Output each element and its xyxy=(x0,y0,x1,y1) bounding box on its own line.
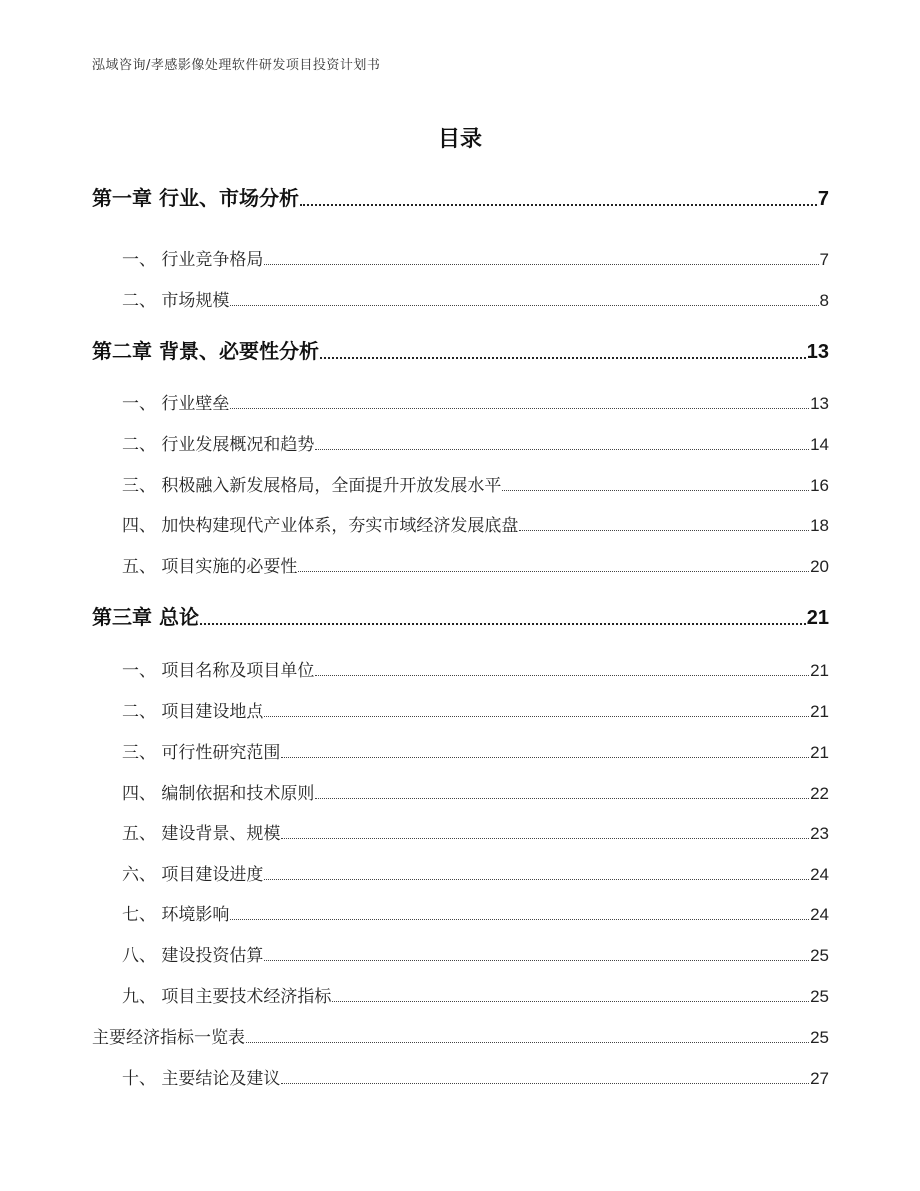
toc-entry-chapter-1[interactable] xyxy=(92,183,829,211)
toc-entry-label: 八、 建设投资估算 xyxy=(122,946,264,966)
toc-entry-page: 8 xyxy=(819,291,829,310)
toc-entry-label: 十、 主要结论及建议 xyxy=(122,1069,281,1089)
toc-entry-page: 21 xyxy=(806,607,829,629)
toc-entry[interactable] xyxy=(92,431,829,455)
toc-entry-page: 16 xyxy=(810,476,829,495)
dot-leader xyxy=(246,1042,809,1043)
toc-entry-label: 一、 行业竞争格局 xyxy=(122,250,264,270)
toc-entry-label: 第二章 背景、必要性分析 xyxy=(92,339,319,363)
toc-entry-page: 21 xyxy=(810,661,829,680)
toc-entry-page: 21 xyxy=(810,743,829,762)
dot-leader xyxy=(200,623,806,625)
running-header: 泓域咨询/孝感影像处理软件研发项目投资计划书 xyxy=(92,58,381,73)
toc-entry-page: 22 xyxy=(810,784,829,803)
toc-entry-page: 27 xyxy=(810,1069,829,1088)
toc-entry-page: 24 xyxy=(810,865,829,884)
toc-entry[interactable] xyxy=(92,739,829,763)
dot-leader xyxy=(519,530,809,531)
toc-entry-label: 二、 行业发展概况和趋势 xyxy=(122,435,315,455)
toc-entry-page: 25 xyxy=(810,946,829,965)
toc-entry-label: 九、 项目主要技术经济指标 xyxy=(122,987,332,1007)
toc-entry[interactable] xyxy=(92,942,829,966)
toc-entry-label: 第一章 行业、市场分析 xyxy=(92,186,299,210)
dot-leader xyxy=(298,571,809,572)
toc-entry[interactable] xyxy=(92,1065,829,1089)
toc-entry[interactable] xyxy=(92,698,829,722)
toc-entry-page: 13 xyxy=(810,394,829,413)
dot-leader xyxy=(264,264,818,265)
toc-entry-page: 24 xyxy=(810,905,829,924)
toc-entry-page: 7 xyxy=(817,188,829,210)
dot-leader xyxy=(502,490,809,491)
toc-entry-label: 一、 项目名称及项目单位 xyxy=(122,661,315,681)
toc-entry-label: 二、 项目建设地点 xyxy=(122,702,264,722)
dot-leader xyxy=(281,838,809,839)
toc-entry[interactable] xyxy=(92,983,829,1007)
toc-entry-label: 四、 编制依据和技术原则 xyxy=(122,784,315,804)
toc-entry-label: 一、 行业壁垒 xyxy=(122,394,230,414)
dot-leader xyxy=(230,305,818,306)
toc-entry-label: 二、 市场规模 xyxy=(122,291,230,311)
toc-entry-page: 18 xyxy=(810,516,829,535)
toc-entry-page: 21 xyxy=(810,702,829,721)
toc-entry-label: 第三章 总论 xyxy=(92,605,199,629)
dot-leader xyxy=(281,757,809,758)
toc-entry[interactable] xyxy=(92,512,829,536)
toc-entry[interactable] xyxy=(92,901,829,925)
toc-entry[interactable] xyxy=(92,861,829,885)
toc-entry-label: 七、 环境影响 xyxy=(122,905,230,925)
toc-entry-label: 三、 可行性研究范围 xyxy=(122,743,281,763)
dot-leader xyxy=(320,357,806,359)
dot-leader xyxy=(264,716,809,717)
toc-entry[interactable] xyxy=(92,820,829,844)
toc-entry-page: 13 xyxy=(806,341,829,363)
toc-entry[interactable] xyxy=(92,287,829,311)
dot-leader xyxy=(264,960,809,961)
toc-entry-label: 三、 积极融入新发展格局，全面提升开放发展水平 xyxy=(122,476,502,496)
dot-leader xyxy=(281,1083,809,1084)
toc-entry-label: 六、 项目建设进度 xyxy=(122,865,264,885)
toc-entry-label: 主要经济指标一览表 xyxy=(92,1028,245,1048)
dot-leader xyxy=(300,204,817,206)
dot-leader xyxy=(315,798,809,799)
toc-entry[interactable] xyxy=(92,246,829,270)
toc-entry[interactable] xyxy=(92,472,829,496)
toc-entry-page: 14 xyxy=(810,435,829,454)
toc-entry-page: 25 xyxy=(810,987,829,1006)
dot-leader xyxy=(315,675,809,676)
toc-entry[interactable] xyxy=(92,780,829,804)
toc-entry[interactable] xyxy=(92,553,829,577)
toc-entry-page: 20 xyxy=(810,557,829,576)
toc-entry-label: 五、 建设背景、规模 xyxy=(122,824,281,844)
dot-leader xyxy=(264,879,809,880)
toc-entry-label: 四、 加快构建现代产业体系，夯实市域经济发展底盘 xyxy=(122,516,519,536)
dot-leader xyxy=(315,449,809,450)
toc-entry-chapter-2[interactable] xyxy=(92,336,829,364)
toc-entry-chapter-3[interactable] xyxy=(92,602,829,630)
toc-entry-page: 7 xyxy=(819,250,829,269)
dot-leader xyxy=(230,408,809,409)
toc-entry[interactable] xyxy=(92,390,829,414)
dot-leader xyxy=(230,919,809,920)
toc-title: 目录 xyxy=(437,127,482,152)
toc-entry-page: 25 xyxy=(810,1028,829,1047)
toc-entry-page: 23 xyxy=(810,824,829,843)
toc-entry[interactable] xyxy=(92,1024,829,1048)
toc-entry[interactable] xyxy=(92,657,829,681)
dot-leader xyxy=(332,1001,809,1002)
toc-entry-label: 五、 项目实施的必要性 xyxy=(122,557,298,577)
